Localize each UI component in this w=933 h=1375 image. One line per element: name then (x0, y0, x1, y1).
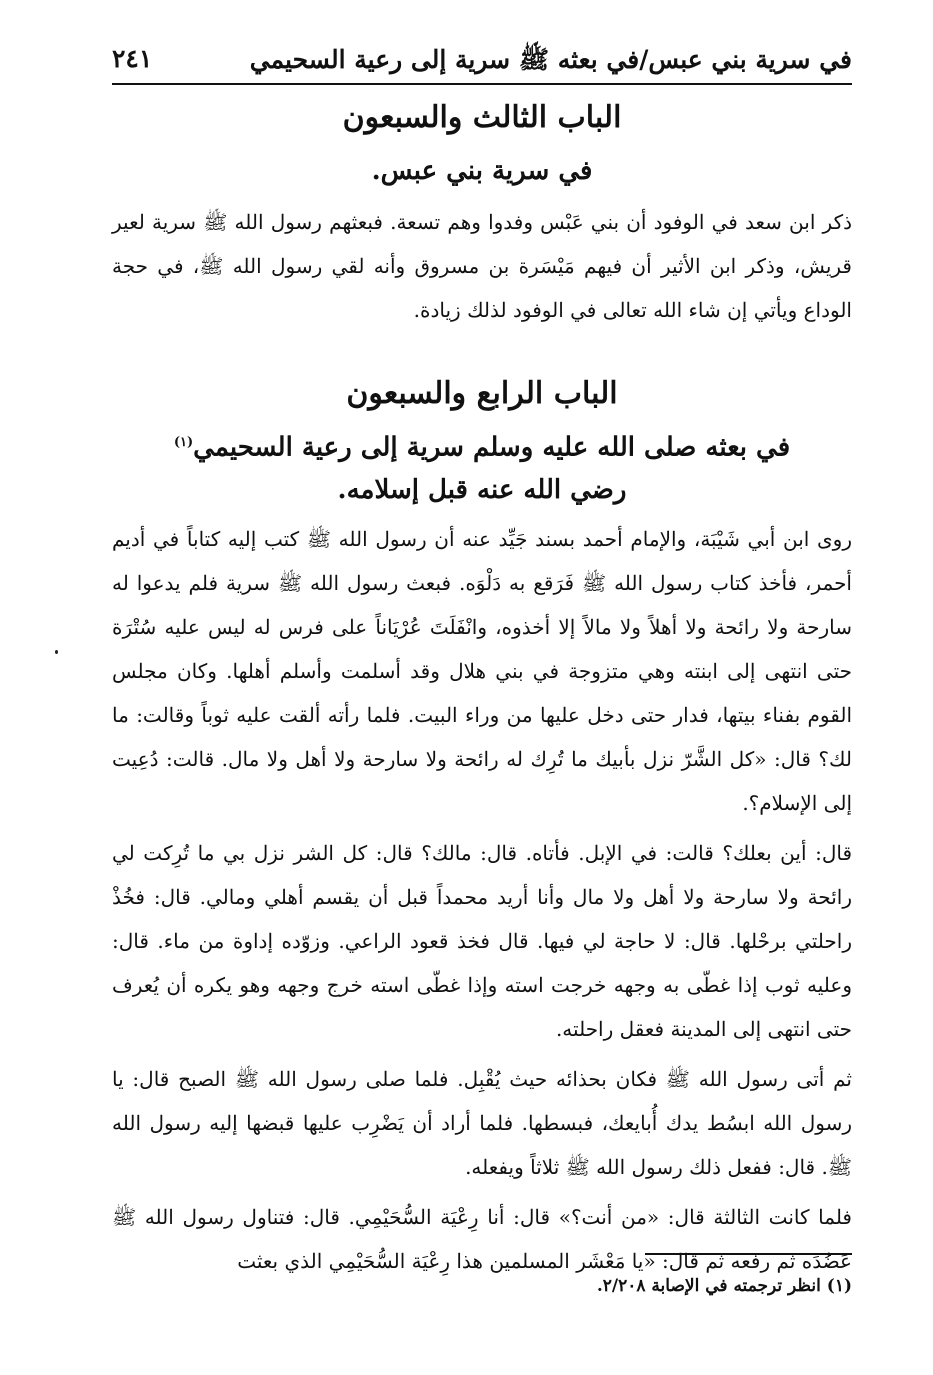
page-body (112, 92, 852, 1283)
chapter-74-subtitle-line2: رضي الله عنه قبل إسلامه. (337, 474, 627, 505)
chapter-74-title: الباب الرابع والسبعون (346, 376, 618, 411)
chapter-73-paragraph: ذكر ابن سعد في الوفود أن بني عَبْس وفدوا وهم تسعة. فبعثهم رسول الله ﷺ سرية لعير قريش، وذكر ابن الأثير أن فيهم مَيْسَرة بن مسروق وأنه لقي رسول الله ﷺ، في حجة الوداع ويأتي إن شاء الله تعالى في الوفود لذلك زيادة. (112, 210, 852, 322)
chapter-73-subtitle: في سرية بني عبس. (371, 156, 593, 186)
chapter-74-paragraph-1: روى ابن أبي شَيْبَة، والإمام أحمد بسند جَيِّد عنه أن رسول الله ﷺ كتب إليه كتاباً في أديم أحمر، فأخذ كتاب رسول الله ﷺ فَرَقع به دَلْوَه. فبعث رسول الله ﷺ سرية فلم يدعوا له سارحة ولا رائحة ولا أهلاً ولا مالاً إلا أخذوه، وانْفَلَتَ عُرْيَاناً على فرس له ليس عليه سُتْرَة حتى انتهى إلى ابنته وهي متزوجة في بني هلال وقد أسلمت وأسلم أهلها. وكان مجلس القوم بفناء بيتها، فدار حتى دخل عليها من وراء البيت. فلما رأته ألقت عليه ثوباً وقالت: ما لك؟ قال: «كل الشَّرّ نزل بأبيك ما تُرِك له رائحة ولا سارحة ولا أهل ولا مال. قالت: دُعِيت إلى الإسلام؟. (112, 526, 852, 815)
footnote-rule (645, 1253, 852, 1255)
chapter-74 (112, 370, 852, 1283)
chapter-73 (112, 94, 852, 332)
chapter-74-paragraph-2: قال: أين بعلك؟ قالت: في الإبل. فأتاه. قال: مالك؟ قال: كل الشر نزل بي ما تُرِكت لي رائحة ولا سارحة ولا أهل ولا مال وأنا أريد محمداً قبل أن يقسم أهلي ومالي. قال: فخُذْ راحلتي برحْلها. قال: لا حاجة لي فيها. قال فخذ قعود الراعي. وزوّده إداوة من ماء. قال: وعليه ثوب إذا غطّى به وجهه خرجت استه وإذا غطّى استه خرج وجهه وهو يكره أن يُعرف حتى انتهى إلى المدينة فعقل راحلته. (112, 840, 852, 1041)
chapter-74-subtitle (112, 422, 852, 469)
running-header (112, 40, 852, 80)
chapter-73-title: الباب الثالث والسبعون (342, 100, 622, 135)
page-number: ٢٤١ (112, 44, 153, 73)
footnote: (١) انظر ترجمته في الإصابة ٢/٢٠٨. (596, 1276, 852, 1296)
chapter-74-subtitle-text: في بعثه صلى الله عليه وسلم سرية إلى رعية السحيمي (193, 432, 791, 463)
footnote-reference: (١) (173, 435, 194, 450)
header-rule (112, 83, 852, 85)
chapter-74-paragraph-3: ثم أتى رسول الله ﷺ فكان بحذائه حيث يُقْبِل. فلما صلى رسول الله ﷺ الصبح قال: يا رسول الله ابسُط يدك أُبايعك، فبسطها. فلما أراد أن يَضْرِب عليها قبضها إليه رسول الله ﷺ. قال: ففعل ذلك رسول الله ﷺ ثلاثاً ويفعله. (112, 1066, 852, 1179)
chapter-74-paragraph-4: فلما كانت الثالثة قال: «من أنت؟» قال: أنا رِعْيَة السُّحَيْمِي. قال: فتناول رسول الله ﷺ عَضُدَه ثم رفعه ثم قال: «يا مَعْشَر المسلمين هذا رِعْيَة السُّحَيْمِي الذي بعثت (112, 1204, 852, 1273)
stray-ink-dot (55, 650, 58, 654)
running-title: في سرية بني عبس/في بعثه ﷺ سرية إلى رعية السحيمي (249, 45, 852, 74)
